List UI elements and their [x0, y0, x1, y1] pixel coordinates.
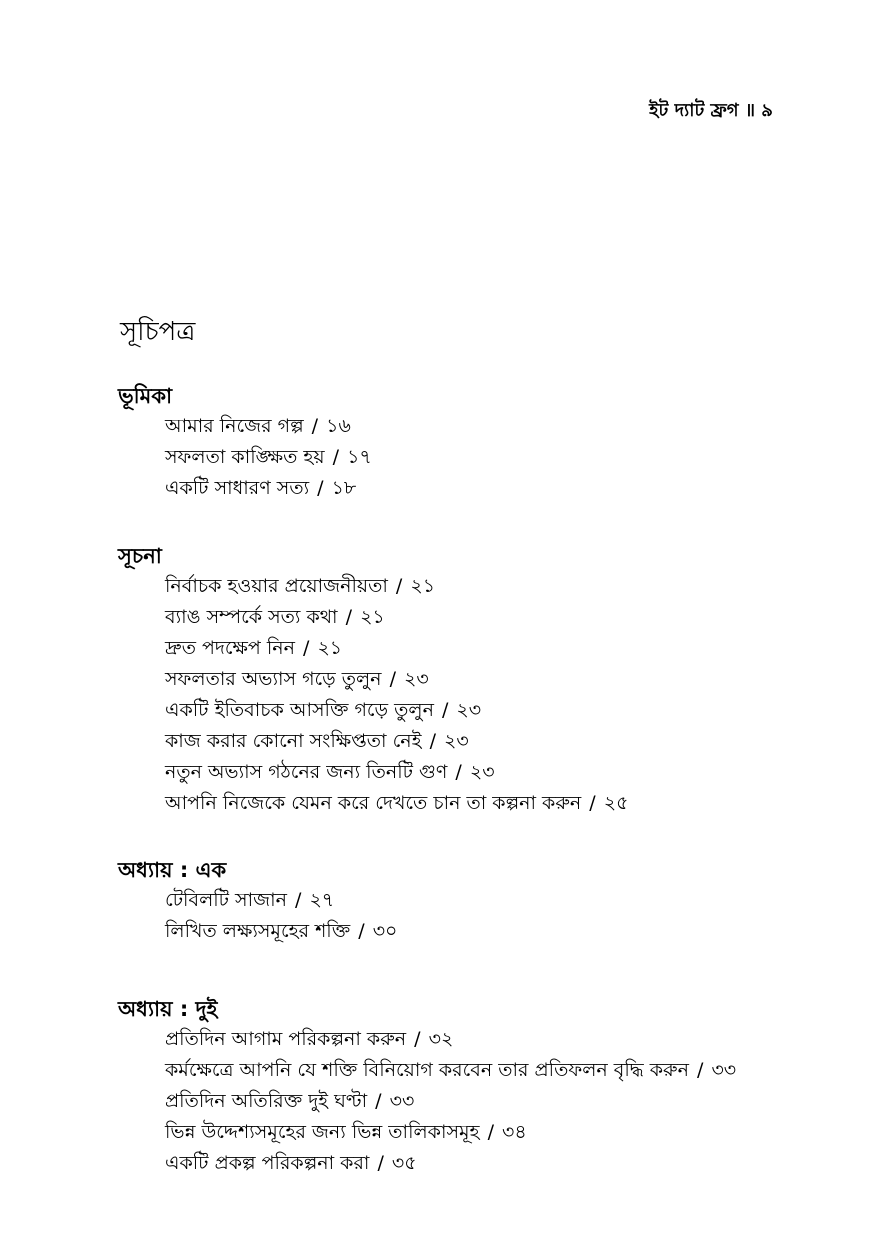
entry-page: ১৮ [331, 477, 357, 499]
toc-entry[interactable]: কাজ করার কোনো সংক্ষিপ্ততা নেই / ২৩ [165, 730, 469, 752]
toc-section-chapter-two [118, 994, 838, 1179]
entry-title: সফলতার অভ্যাস গড়ে তুলুন [165, 668, 382, 690]
entry-title: ব্যাঙ সম্পর্কে সত্য কথা [165, 606, 338, 628]
toc-entry[interactable]: প্রতিদিন আগাম পরিকল্পনা করুন / ৩২ [165, 1028, 454, 1050]
section-heading: ভূমিকা [118, 384, 173, 408]
entry-page: ১৭ [347, 446, 372, 468]
toc-entry[interactable]: একটি সাধারণ সত্য / ১৮ [165, 477, 357, 499]
page-title: সূচিপত্র [120, 317, 196, 347]
entry-page: ৩০ [372, 920, 398, 942]
toc-entry[interactable]: একটি প্রকল্প পরিকল্পনা করা / ৩৫ [165, 1152, 417, 1174]
toc-section-preface [118, 381, 838, 504]
running-header: ইট দ্যাট ফ্রগ ॥ ৯ [649, 100, 773, 121]
toc-section-introduction [118, 541, 838, 819]
section-heading: অধ্যায় : এক [118, 858, 227, 882]
section-heading: সূচনা [118, 544, 162, 568]
toc-entry[interactable]: দ্রুত পদক্ষেপ নিন / ২১ [165, 637, 343, 659]
entry-page: ২৩ [444, 730, 469, 752]
entry-page: ২৩ [456, 699, 482, 721]
entry-title: আপনি নিজেকে যেমন করে দেখতে চান তা কল্পনা করুন [165, 792, 582, 814]
entry-page: ২১ [410, 575, 436, 597]
toc-entry[interactable]: সফলতার অভ্যাস গড়ে তুলুন / ২৩ [165, 668, 429, 690]
entry-page: ৩২ [428, 1028, 454, 1050]
entry-page: ১৬ [326, 415, 351, 437]
entry-title: সফলতা কাঙ্ক্ষিত হয় [165, 446, 325, 468]
toc-entry[interactable]: নির্বাচক হওয়ার প্রয়োজনীয়তা / ২১ [165, 575, 436, 597]
entry-page: ৩৩ [711, 1059, 737, 1081]
toc-entry[interactable]: ভিন্ন উদ্দেশ্যসমূহের জন্য ভিন্ন তালিকাসমূহ / ৩৪ [165, 1121, 527, 1143]
entry-page: ২৫ [603, 792, 629, 814]
toc-entry[interactable]: আমার নিজের গল্প / ১৬ [165, 415, 351, 437]
toc-entry[interactable]: প্রতিদিন অতিরিক্ত দুই ঘণ্টা / ৩৩ [165, 1090, 415, 1112]
toc-entry[interactable]: লিখিত লক্ষ্যসমূহের শক্তি / ৩০ [165, 920, 398, 942]
entry-title: দ্রুত পদক্ষেপ নিন [165, 637, 295, 659]
entry-page: ২৭ [309, 889, 335, 911]
entry-title: ভিন্ন উদ্দেশ্যসমূহের জন্য ভিন্ন তালিকাসমূহ [165, 1121, 480, 1143]
entry-page: ৩৩ [389, 1090, 415, 1112]
entry-title: কর্মক্ষেত্রে আপনি যে শক্তি বিনিয়োগ করবেন তার প্রতিফলন বৃদ্ধি করুন [165, 1059, 689, 1081]
entry-title: প্রতিদিন অতিরিক্ত দুই ঘণ্টা [165, 1090, 368, 1112]
entry-title: লিখিত লক্ষ্যসমূহের শক্তি [165, 920, 351, 942]
entry-title: নির্বাচক হওয়ার প্রয়োজনীয়তা [165, 575, 388, 597]
entry-page: ২৩ [404, 668, 429, 690]
toc-entry[interactable]: নতুন অভ্যাস গঠনের জন্য তিনটি গুণ / ২৩ [165, 761, 495, 783]
entry-page: ২১ [360, 606, 385, 628]
entry-page: ৩৪ [502, 1121, 527, 1143]
entry-title: নতুন অভ্যাস গঠনের জন্য তিনটি গুণ [165, 761, 448, 783]
toc-entry[interactable]: একটি ইতিবাচক আসক্তি গড়ে তুলুন / ২৩ [165, 699, 482, 721]
entry-title: একটি সাধারণ সত্য [165, 477, 310, 499]
entry-title: টেবিলটি সাজান [165, 889, 287, 911]
entry-page: ২৩ [469, 761, 495, 783]
toc-entry[interactable]: টেবিলটি সাজান / ২৭ [165, 889, 335, 911]
entry-title: একটি প্রকল্প পরিকল্পনা করা [165, 1152, 370, 1174]
entry-title: কাজ করার কোনো সংক্ষিপ্ততা নেই [165, 730, 422, 752]
entry-title: একটি ইতিবাচক আসক্তি গড়ে তুলুন [165, 699, 434, 721]
toc-entry[interactable]: সফলতা কাঙ্ক্ষিত হয় / ১৭ [165, 446, 372, 468]
entry-page: ৩৫ [391, 1152, 417, 1174]
entry-title: প্রতিদিন আগাম পরিকল্পনা করুন [165, 1028, 407, 1050]
toc-section-chapter-one [118, 855, 838, 947]
toc-entry[interactable]: আপনি নিজেকে যেমন করে দেখতে চান তা কল্পনা করুন / ২৫ [165, 792, 629, 814]
entry-title: আমার নিজের গল্প [165, 415, 304, 437]
toc-entry[interactable]: কর্মক্ষেত্রে আপনি যে শক্তি বিনিয়োগ করবেন তার প্রতিফলন বৃদ্ধি করুন / ৩৩ [165, 1059, 737, 1081]
entry-page: ২১ [317, 637, 343, 659]
toc-entry[interactable]: ব্যাঙ সম্পর্কে সত্য কথা / ২১ [165, 606, 385, 628]
section-heading: অধ্যায় : দুই [118, 997, 218, 1021]
